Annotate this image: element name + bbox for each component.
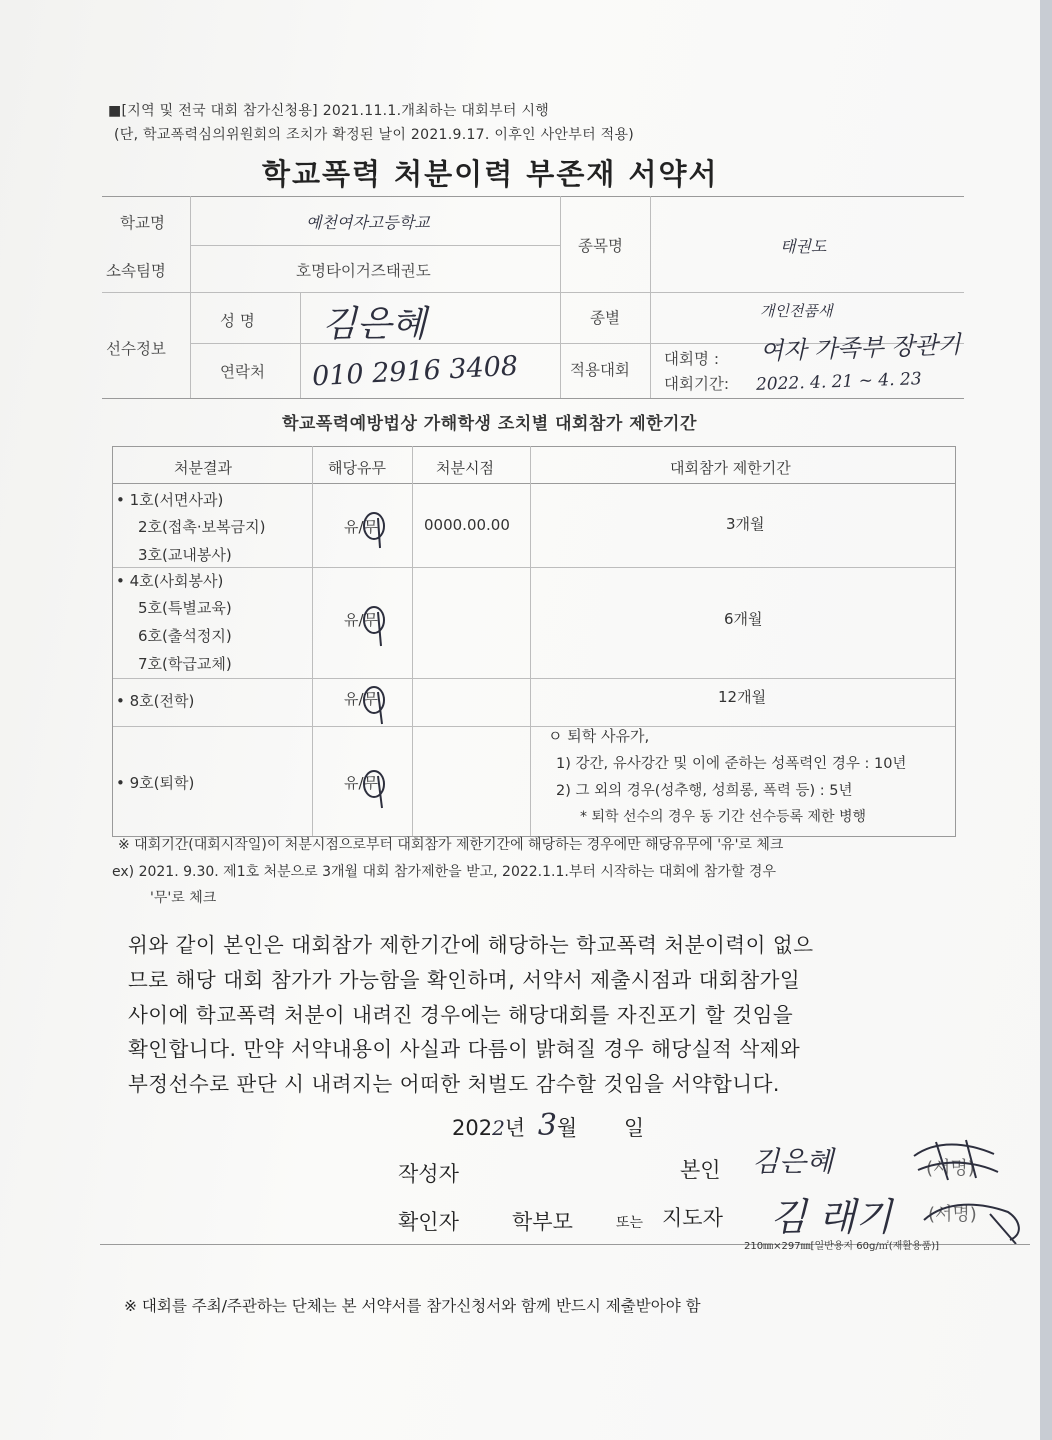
table-rule bbox=[112, 483, 956, 484]
applies-row-3: 유/무 bbox=[344, 690, 379, 708]
info-row-rule bbox=[190, 245, 560, 246]
info-col-rule bbox=[650, 196, 651, 398]
team-label: 소속팀명 bbox=[106, 262, 166, 280]
self-signature: 김은혜 bbox=[752, 1145, 834, 1178]
info-table-bottom-rule bbox=[102, 398, 964, 399]
measure-3: 3호(교내봉사) bbox=[138, 546, 232, 564]
col-header-date: 처분시점 bbox=[436, 459, 494, 477]
table-subtitle: 학교폭력예방법상 가해학생 조치별 대회참가 제한기간 bbox=[282, 414, 697, 434]
applies-row-2: 유/무 bbox=[344, 611, 379, 629]
pledge-line-3: 사이에 학교폭력 처분이 내려진 경우에는 해당대회를 자진포기 할 것임을 bbox=[128, 1003, 794, 1027]
note-1: ※ 대회기간(대회시작일)이 처분시점으로부터 대회참가 제한기간에 해당하는 경우에만 해당유무에 '유'로 체크 bbox=[118, 837, 784, 853]
info-table-top-rule bbox=[102, 196, 964, 197]
table-rule bbox=[112, 678, 956, 679]
date-month-label: 월 bbox=[556, 1116, 578, 1140]
coach-seal: (서명) bbox=[928, 1204, 977, 1225]
measure-1: • 1호(서면사과) bbox=[116, 491, 224, 509]
confirmer-label: 확인자 bbox=[398, 1210, 459, 1234]
measure-9: • 9호(퇴학) bbox=[116, 774, 195, 792]
table-rule bbox=[530, 446, 531, 836]
measure-6: 6호(출석정지) bbox=[138, 627, 232, 645]
measure-2: 2호(접촉·보복금지) bbox=[138, 518, 266, 536]
comp-period-label: 대회기간: bbox=[664, 375, 730, 393]
measure-5: 5호(특별교육) bbox=[138, 599, 232, 617]
info-col-rule bbox=[300, 292, 301, 398]
coach-label: 지도자 bbox=[662, 1206, 723, 1230]
category-label: 종별 bbox=[590, 309, 620, 327]
check-circle-row-3 bbox=[360, 682, 400, 726]
measure-8: • 8호(전학) bbox=[116, 692, 195, 710]
pledge-line-5: 부정선수로 판단 시 내려지는 어떠한 처벌도 감수할 것임을 서약합니다. bbox=[128, 1072, 780, 1096]
info-divider bbox=[102, 292, 964, 293]
limit-row-3: 12개월 bbox=[718, 688, 767, 706]
limit-row-4-line-3: 2) 그 외의 경우(성추행, 성희롱, 폭력 등) : 5년 bbox=[556, 783, 853, 799]
check-circle-row-1 bbox=[360, 508, 400, 548]
sanction-date-row-1: 0000.00.00 bbox=[424, 516, 510, 534]
pledge-line-2: 므로 해당 대회 참가가 가능함을 확인하며, 서약서 제출시점과 대회참가일 bbox=[128, 968, 801, 992]
check-circle-row-2 bbox=[360, 602, 400, 646]
applies-row-1: 유/무 bbox=[344, 518, 379, 536]
limit-row-4-line-1: ㅇ 퇴학 사유가, bbox=[548, 727, 650, 745]
info-col-rule bbox=[560, 196, 561, 398]
comp-period-value: 2022. 4. 21 ~ 4. 23 bbox=[755, 369, 922, 395]
author-label: 작성자 bbox=[398, 1162, 459, 1186]
page-edge bbox=[1040, 0, 1052, 1440]
competition-label: 적용대회 bbox=[570, 361, 630, 379]
table-rule bbox=[112, 446, 956, 447]
pledge-line-1: 위와 같이 본인은 대회참가 제한기간에 해당하는 학교폭력 처분이력이 없으 bbox=[128, 933, 814, 957]
table-rule bbox=[312, 446, 313, 836]
table-rule bbox=[112, 446, 113, 836]
col-header-limit: 대회참가 제한기간 bbox=[670, 459, 791, 477]
header-line-1: ■[지역 및 전국 대회 참가신청용] 2021.11.1.개최하는 대회부터 시행 bbox=[108, 103, 550, 119]
date-day-label: 일 bbox=[623, 1116, 645, 1140]
school-value: 예천여자고등학교 bbox=[306, 213, 430, 232]
comp-name-label: 대회명 : bbox=[664, 350, 720, 368]
limit-row-2: 6개월 bbox=[724, 610, 763, 628]
info-col-rule bbox=[190, 196, 191, 398]
footer-note: ※ 대회를 주최/주관하는 단체는 본 서약서를 참가신청서와 함께 반드시 제출받아야 함 bbox=[124, 1297, 701, 1315]
limit-row-4-line-2: 1) 강간, 유사강간 및 이에 준하는 성폭력인 경우 : 10년 bbox=[556, 756, 907, 772]
comp-name-value: 여자 가족부 장관기 bbox=[759, 330, 962, 366]
col-header-result: 처분결과 bbox=[174, 459, 232, 477]
event-value: 태권도 bbox=[780, 237, 827, 256]
measure-7: 7호(학급교체) bbox=[138, 655, 232, 673]
self-seal: (서명) bbox=[926, 1158, 975, 1179]
date-year-prefix: 202 bbox=[452, 1116, 493, 1140]
name-label: 성 명 bbox=[220, 312, 255, 330]
contact-value: 010 2916 3408 bbox=[311, 350, 519, 393]
table-rule bbox=[112, 567, 956, 568]
applies-row-4: 유/무 bbox=[344, 774, 379, 792]
measure-4: • 4호(사회봉사) bbox=[116, 572, 224, 590]
header-line-2: (단, 학교폭력심의위원회의 조치가 확정된 날이 2021.9.17. 이후인 사안부터 적용) bbox=[114, 127, 635, 143]
table-rule bbox=[955, 446, 956, 836]
or-label: 또는 bbox=[616, 1215, 644, 1231]
date-month-hand: 3 bbox=[537, 1108, 557, 1143]
contact-label: 연락처 bbox=[220, 363, 265, 381]
note-3: '무'로 체크 bbox=[150, 890, 217, 906]
limit-row-1: 3개월 bbox=[726, 515, 765, 533]
school-label: 학교명 bbox=[120, 214, 165, 232]
check-circle-row-4 bbox=[360, 766, 400, 810]
paper-spec: 210㎜×297㎜[일반용지 60g/㎡(재활용품)] bbox=[744, 1241, 940, 1252]
note-2: ex) 2021. 9.30. 제1호 처분으로 3개월 대회 참가제한을 받고, 2022.1.1.부터 시작하는 대회에 참가할 경우 bbox=[112, 864, 776, 880]
date-line bbox=[452, 1108, 644, 1143]
event-label: 종목명 bbox=[578, 237, 623, 255]
player-info-label: 선수정보 bbox=[106, 340, 166, 358]
table-rule bbox=[112, 726, 956, 727]
document-title: 학교폭력 처분이력 부존재 서약서 bbox=[262, 157, 719, 191]
pledge-line-4: 확인합니다. 만약 서약내용이 사실과 다름이 밝혀질 경우 해당실적 삭제와 bbox=[128, 1037, 801, 1061]
parent-label: 학부모 bbox=[512, 1210, 573, 1234]
date-year-suffix: 년 bbox=[504, 1116, 526, 1140]
coach-signature: 김 래기 bbox=[770, 1195, 893, 1239]
self-label: 본인 bbox=[680, 1158, 721, 1182]
self-seal-scribble bbox=[906, 1136, 1002, 1182]
date-year-hand: 2 bbox=[492, 1116, 505, 1140]
table-rule bbox=[412, 446, 413, 836]
col-header-applies: 해당유무 bbox=[328, 459, 386, 477]
category-value: 개인전품새 bbox=[760, 302, 833, 320]
limit-row-4-line-4: * 퇴학 선수의 경우 동 기간 선수등록 제한 병행 bbox=[580, 809, 867, 825]
team-value: 호명타이거즈태권도 bbox=[296, 262, 431, 280]
name-value: 김은혜 bbox=[322, 304, 427, 345]
